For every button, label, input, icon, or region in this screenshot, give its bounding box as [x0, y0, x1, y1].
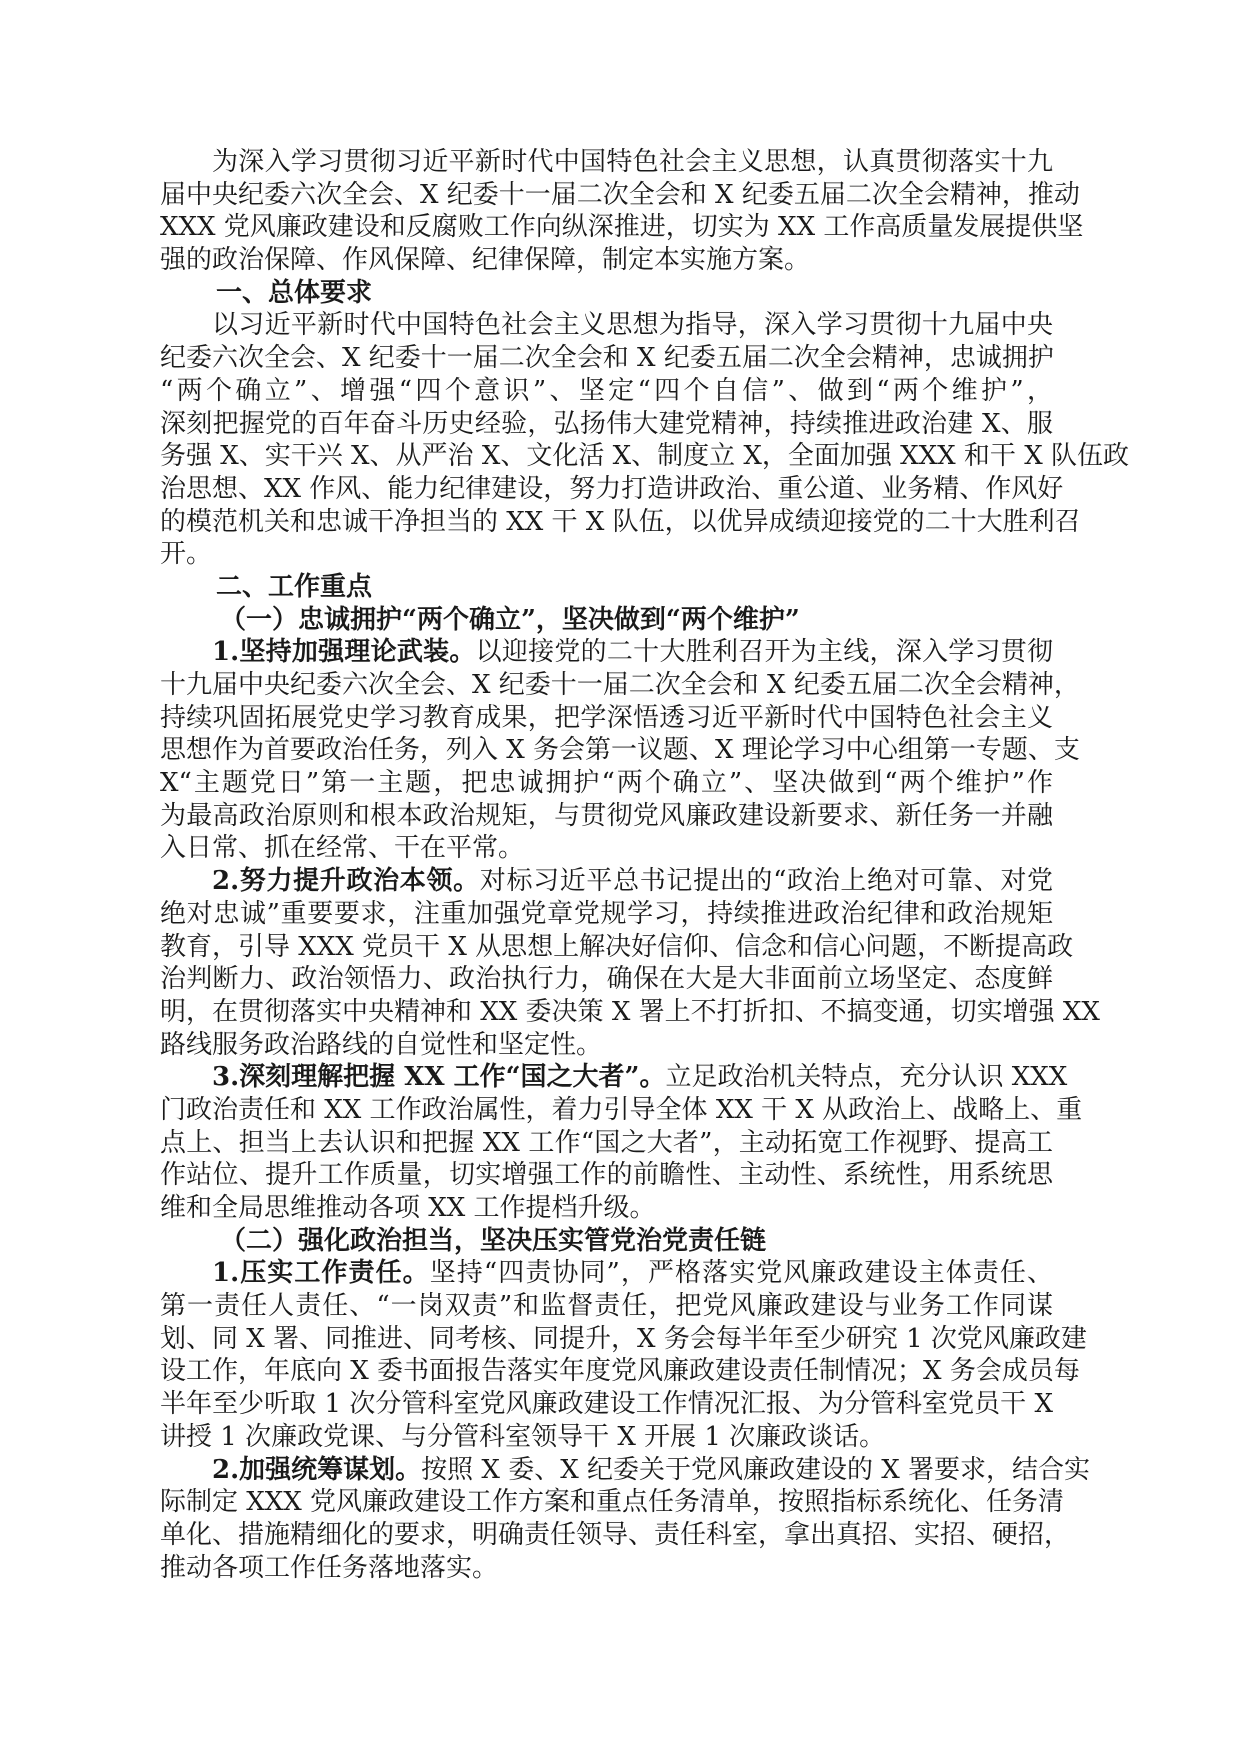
line-text: 以迎接党的二十大胜利召开为主线，深入学习贯彻	[475, 637, 1053, 668]
paragraph-line	[160, 309, 1053, 342]
paragraph-line	[160, 636, 1053, 669]
paragraph-line	[160, 1454, 1091, 1487]
subsection-heading: （一）忠诚拥护“两个确立”，坚决做到“两个维护”	[220, 604, 800, 635]
paragraph-line	[160, 865, 1053, 898]
line-text: 划、同 X 署、同推进、同考核、同提升，X 务会每半年至少研究 1 次党风廉政建	[160, 1323, 1087, 1354]
line-text: 纪委六次全会、X 纪委十一届二次全会和 X 纪委五届二次全会精神，忠诚拥护	[160, 343, 1054, 374]
paragraph-line	[160, 440, 1129, 473]
paragraph-line	[160, 800, 1053, 833]
line-text: 入日常、抓在经常、干在平常。	[160, 833, 525, 864]
item-lead-title: 2.努力提升政治本领。	[212, 866, 480, 897]
paragraph	[160, 309, 1129, 571]
paragraph-line	[160, 538, 1053, 571]
line-text: 际制定 XXX 党风廉政建设工作方案和重点任务清单，按照指标系统化、任务清	[160, 1487, 1065, 1518]
paragraph	[160, 1257, 1087, 1453]
paragraph-line	[160, 1290, 1053, 1323]
line-text: 的模范机关和忠诚干净担当的 XX 干 X 队伍，以优异成绩迎接党的二十大胜利召	[160, 506, 1081, 537]
line-text: 为深入学习贯彻习近平新时代中国特色社会主义思想，认真贯彻落实十九	[212, 147, 1053, 177]
paragraph	[160, 146, 1084, 277]
paragraph-line	[160, 669, 1080, 702]
paragraph-line	[160, 734, 1080, 767]
line-text: 思想作为首要政治任务，列入 X 务会第一议题、X 理论学习中心组第一专题、支	[160, 735, 1080, 766]
line-text: 为最高政治原则和根本政治规矩，与贯彻党风廉政建设新要求、新任务一并融	[160, 800, 1053, 831]
line-text: 治思想、XX 作风、能力纪律建设，努力打造讲政治、重公道、业务精、作风好	[160, 473, 1064, 504]
line-text: “两个确立”、增强“四个意识”、坚定“四个自信”、做到“两个维护”，	[160, 375, 1053, 406]
paragraph-line	[160, 146, 1053, 179]
line-text: 立足政治机关特点，充分认识 XXX	[665, 1062, 1068, 1093]
item-lead-title: 3.深刻理解把握 XX 工作“国之大者”。	[212, 1062, 666, 1093]
line-text: 第一责任人责任、“一岗双责”和监督责任，把党风廉政建设与业务工作同谋	[160, 1291, 1053, 1322]
paragraph-line	[160, 1519, 1071, 1552]
paragraph-line	[160, 1323, 1087, 1356]
paragraph-line	[160, 767, 1053, 800]
line-text: 路线服务政治路线的自觉性和坚定性。	[160, 1029, 603, 1060]
line-text: 深刻把握党的百年奋斗历史经验，弘扬伟大建党精神，持续推进政治建 X、服	[160, 408, 1053, 439]
line-text: XXX 党风廉政建设和反腐败工作向纵深推进，切实为 XX 工作高质量发展提供坚	[160, 212, 1084, 243]
line-text: 门政治责任和 XX 工作政治属性，着力引导全体 XX 干 X 从政治上、战略上、重	[160, 1094, 1083, 1125]
line-text: 教育，引导 XXX 党员干 X 从思想上解决好信仰、信念和信心问题，不断提高政	[160, 931, 1074, 962]
line-text: 持续巩固拓展党史学习教育成果，把学深悟透习近平新时代中国特色社会主义	[160, 702, 1053, 733]
paragraph-line	[160, 1159, 1053, 1192]
line-text: 半年至少听取 1 次分管科室党风廉政建设工作情况汇报、为分管科室党员干 X	[160, 1389, 1053, 1420]
line-text: 坚持“四责协同”，严格落实党风廉政建设主体责任、	[429, 1258, 1053, 1289]
line-text: 推动各项工作任务落地落实。	[160, 1552, 499, 1583]
paragraph-line	[160, 963, 1053, 996]
paragraph-line	[160, 1192, 1053, 1225]
paragraph-line	[160, 1486, 1065, 1519]
paragraph-line	[160, 473, 1064, 506]
paragraph-line	[160, 179, 1080, 212]
line-text: 讲授 1 次廉政党课、与分管科室领导干 X 开展 1 次廉政谈话。	[160, 1421, 886, 1452]
paragraph-line	[160, 1388, 1053, 1421]
paragraph-line	[160, 898, 1053, 931]
line-text: 维和全局思维推动各项 XX 工作提档升级。	[160, 1193, 656, 1223]
paragraph-line	[160, 702, 1053, 735]
line-text: 届中央纪委六次全会、X 纪委十一届二次全会和 X 纪委五届二次全会精神，推动	[160, 179, 1080, 210]
line-text: 作站位、提升工作质量，切实增强工作的前瞻性、主动性、系统性，用系统思	[160, 1160, 1053, 1191]
paragraph-line	[160, 244, 1053, 277]
paragraph-line	[160, 1094, 1083, 1127]
line-text: 十九届中央纪委六次全会、X 纪委十一届二次全会和 X 纪委五届二次全会精神，	[160, 670, 1080, 700]
line-text: 按照 X 委、X 纪委关于党风廉政建设的 X 署要求，结合实	[421, 1454, 1091, 1485]
paragraph-line	[160, 1029, 1053, 1062]
paragraph-line	[160, 1061, 1068, 1094]
line-text: 开。	[160, 539, 213, 570]
line-text: 对标习近平总书记提出的“政治上绝对可靠、对党	[479, 866, 1053, 897]
line-text: 绝对忠诚”重要要求，注重加强党章党规学习，持续推进政治纪律和政治规矩	[160, 898, 1053, 929]
line-text: 设工作，年底向 X 委书面报告落实年度党风廉政建设责任制情况；X 务会成员每	[160, 1356, 1080, 1387]
item-lead-title: 1.坚持加强理论武装。	[212, 637, 476, 668]
line-text: 点上、担当上去认识和把握 XX 工作“国之大者”，主动拓宽工作视野、提高工	[160, 1127, 1053, 1158]
paragraph-line	[160, 342, 1053, 375]
paragraph-line	[160, 1355, 1080, 1388]
paragraph-line	[160, 506, 1081, 539]
paragraph-line	[160, 1421, 1053, 1454]
paragraph	[160, 636, 1080, 865]
paragraph-line	[160, 832, 1053, 865]
section-heading: 一、总体要求	[216, 277, 373, 308]
line-text: 强的政治保障、作风保障、纪律保障，制定本实施方案。	[160, 245, 811, 276]
paragraph-line	[160, 1127, 1053, 1160]
document-body	[160, 146, 1129, 1584]
line-text: 务强 X、实干兴 X、从严治 X、文化活 X、制度立 X，全面加强 XXX 和干 X 队伍政	[160, 441, 1129, 472]
paragraph-line	[160, 375, 1053, 408]
line-text: X“主题党日”第一主题，把忠诚拥护“两个确立”、坚决做到“两个维护”作	[160, 768, 1053, 799]
paragraph	[160, 1454, 1091, 1585]
paragraph-line	[160, 1552, 1053, 1585]
item-lead-title: 1.压实工作责任。	[212, 1258, 430, 1289]
paragraph-line	[160, 1257, 1053, 1290]
paragraph-line	[160, 408, 1053, 441]
item-lead-title: 2.加强统筹谋划。	[212, 1454, 422, 1485]
line-text: 治判断力、政治领悟力、政治执行力，确保在大是大非面前立场坚定、态度鲜	[160, 964, 1053, 995]
line-text: 单化、措施精细化的要求，明确责任领导、责任科室，拿出真招、实招、硬招，	[160, 1519, 1071, 1550]
paragraph-line	[160, 931, 1074, 964]
paragraph-line	[160, 996, 1100, 1029]
subsection-heading: （二）强化政治担当，坚决压实管党治党责任链	[220, 1225, 767, 1256]
paragraph	[160, 1061, 1083, 1224]
line-text: 明，在贯彻落实中央精神和 XX 委决策 X 署上不打折扣、不搞变通，切实增强 XX	[160, 996, 1100, 1027]
line-text: 以习近平新时代中国特色社会主义思想为指导，深入学习贯彻十九届中央	[212, 310, 1053, 341]
section-heading: 二、工作重点	[216, 571, 373, 602]
paragraph	[160, 865, 1100, 1061]
paragraph-line	[160, 211, 1084, 244]
